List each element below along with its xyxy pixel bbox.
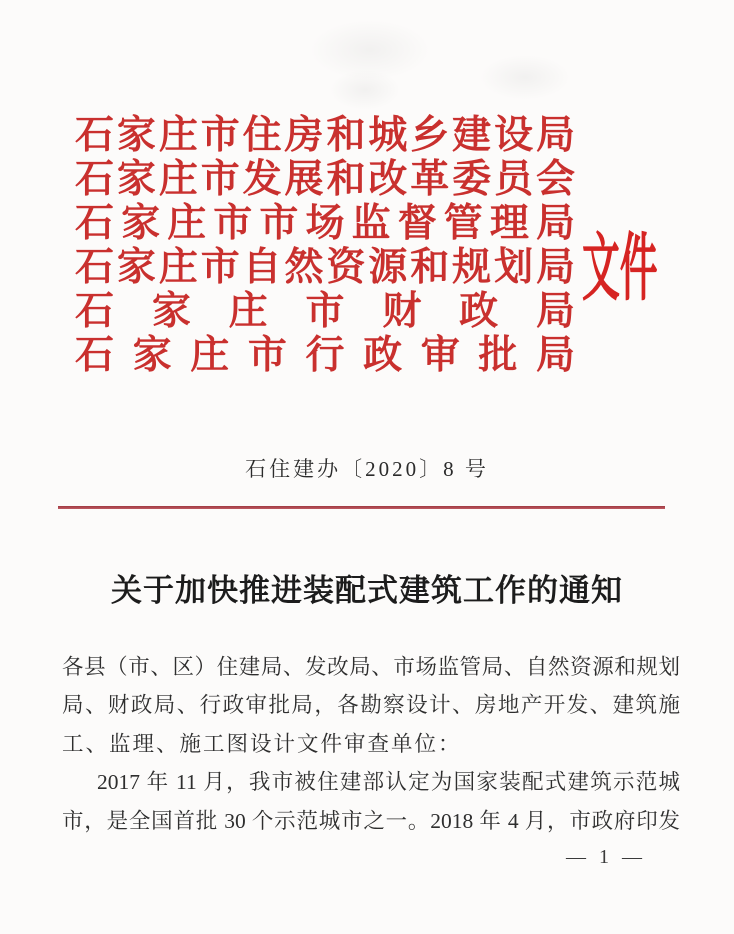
doc-number: 石住建办〔2020〕8 号: [245, 457, 489, 481]
agency-line-reform: 石家庄市发展和改革委员会: [75, 158, 575, 201]
body-recipients-line: 工、监理、施工图设计文件审查单位：: [62, 731, 462, 756]
body-recipients-line: 局、财政局、行政审批局，各勘察设计、房地产开发、建筑施: [62, 693, 680, 718]
doc-type-label: 文件: [582, 230, 658, 311]
document-title: 关于加快推进装配式建筑工作的通知: [111, 573, 623, 608]
red-separator-line: [58, 506, 665, 509]
agency-line-housing: 石家庄市住房和城乡建设局: [75, 114, 575, 157]
document-body: [62, 648, 680, 840]
scan-smudge: [310, 20, 430, 80]
agency-line-finance: 石家庄市财政局: [75, 290, 575, 333]
agency-line-resource: 石家庄市自然资源和规划局: [75, 246, 575, 289]
body-paragraph-line: 2017 年 11 月，我市被住建部认定为国家装配式建筑示范城: [97, 770, 680, 795]
page-number: — 1 —: [566, 846, 646, 868]
agency-line-approval: 石家庄市行政审批局: [75, 334, 575, 377]
scan-smudge: [480, 55, 570, 100]
body-recipients-line: 各县（市、区）住建局、发改局、市场监管局、自然资源和规划: [62, 655, 680, 679]
agency-line-market: 石家庄市市场监督管理局: [75, 202, 575, 245]
body-paragraph-line: 市，是全国首批 30 个示范城市之一。2018 年 4 月，市政府印发: [62, 808, 680, 833]
letterhead: [75, 114, 575, 378]
scan-smudge: [330, 70, 400, 110]
